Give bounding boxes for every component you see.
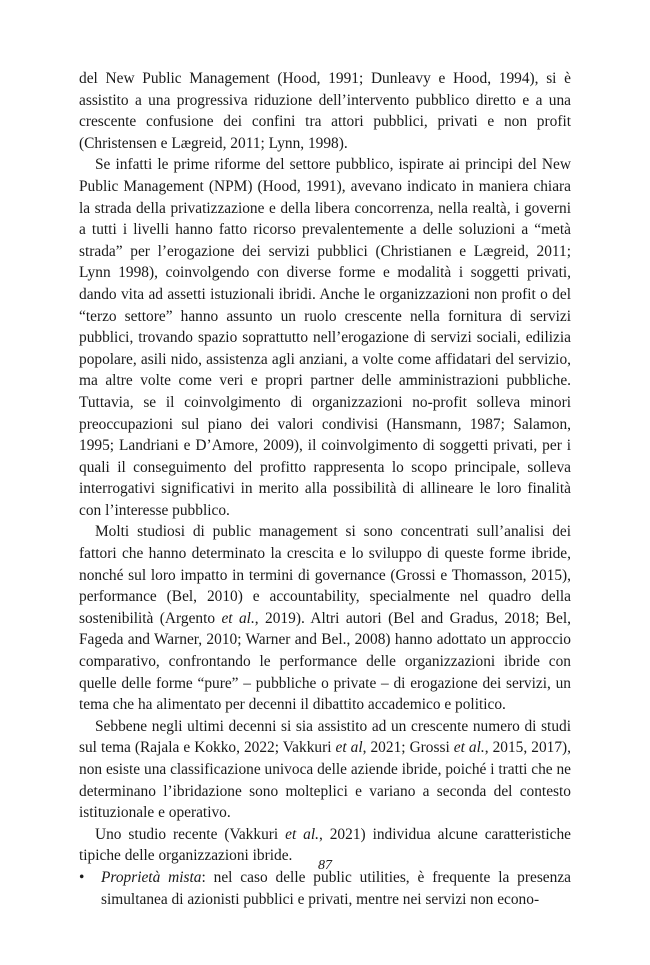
paragraph-2-text: Se infatti le prime riforme del settore pubblico, ispirate ai principi del New Public Management (NPM) (Hood, 1991), avevano indicato in maniera chiara la strada della privatizzazione e della libera concorrenza, nella realtà, i governi a tutti i livelli hanno fatto ricorso prevalentemente a delle soluzioni a “metà strada” per l’erogazione dei servizi pubblici (Christianen e Lægreid, 2011; Lynn 1998), coinvolgendo con diverse forme e modalità i soggetti privati, dando vita ad assetti istuzionali ibridi. Anche le organizzazioni non profit o del “terzo settore” hanno assunto un ruolo crescente nella fornitura di servizi pubblici, trovando spazio soprattutto nell’erogazione di servizi sociali, edilizia popolare, asili nido, assistenza agli anziani, a volte come affidatari del servizio, ma altre volte come veri e propri partner delle amministrazioni pubbliche. Tuttavia, se il coinvolgimento di organizzazioni no-profit solleva minori preoccupazioni sul piano dei valori condivisi (Hansmann, 1987; Salamon, 1995; Landriani e D’Amore, 2009), il coinvolgimento di soggetti privati, per i quali il conseguimento del profitto rappresenta lo scopo principale, solleva interrogativi significativi in merito alla possibilità di allineare le loro finalità con l’interesse pubblico. — [79, 156, 571, 519]
paragraph-3 — [79, 521, 571, 715]
paragraph-1 — [79, 68, 571, 154]
paragraph-5-text-b: , 2021) individua alcune caratteristiche tipiche delle organizzazioni ibride. — [79, 825, 572, 865]
paragraph-4-citation-italic-2: et al. — [453, 739, 485, 757]
paragraph-1-text: del New Public Management (Hood, 1991; Dunleavy e Hood, 1994), si è assistito a una progressiva riduzione dell’intervento pubblico diretto e a una crescente confusione dei confini tra attori pubblici, privati e non profit (Christensen e Lægreid, 2011; Lynn, 1998). — [79, 70, 571, 152]
paragraph-4 — [79, 716, 571, 824]
bullet-text: : nel caso delle public utilities, è frequente la presenza simultanea di azionisti pubblici e privati, mentre nei servizi non econo- — [101, 868, 571, 908]
bullet-term: Proprietà mista — [101, 868, 202, 886]
paragraph-4-text-b: , 2021; Grossi — [362, 739, 454, 757]
paragraph-5-citation-italic: et al. — [285, 825, 319, 843]
paragraph-3-citation-italic: et al. — [221, 609, 255, 627]
paragraph-3-text-a: Molti studiosi di public management si sono concentrati sull’analisi dei fattori che hanno determinato la crescita e lo sviluppo di queste forme ibride, nonché sul loro impatto in termini di governance (Grossi e Thomasson, 2015), performance (Bel, 2010) e accountability, specialmente nel quadro della sostenibilità (Argento — [79, 523, 571, 627]
paragraph-4-text-c: , 2015, 2017), non esiste una classificazione univoca delle aziende ibride, poiché i tratti che ne determinano l’ibridazione sono molteplici e variano a seconda del contesto istituzionale e operativo. — [79, 739, 571, 822]
bullet-marker: • — [79, 868, 85, 886]
paragraph-4-text-a: Sebbene negli ultimi decenni si sia assistito ad un crescente numero di studi sul tema (Rajala e Kokko, 2022; Vakkuri — [79, 717, 571, 757]
paragraph-2 — [79, 154, 571, 521]
paragraph-3-text-b: , 2019). Altri autori (Bel and Gradus, 2018; Bel, Fageda and Warner, 2010; Warner and Bel., 2008) hanno adottato un approccio comparativo, confrontando le performance delle organizzazioni ibride con quelle delle forme “pure” – pubbliche o private – di erogazione dei servizi, un tema che ha alimentato per decenni il dibattito accademico e politico. — [79, 609, 572, 714]
page-body — [79, 68, 571, 910]
paragraph-5-text-a: Uno studio recente (Vakkuri — [95, 825, 286, 843]
page-number: 87 — [318, 858, 332, 873]
paragraph-4-citation-italic-1: et al — [335, 739, 363, 757]
